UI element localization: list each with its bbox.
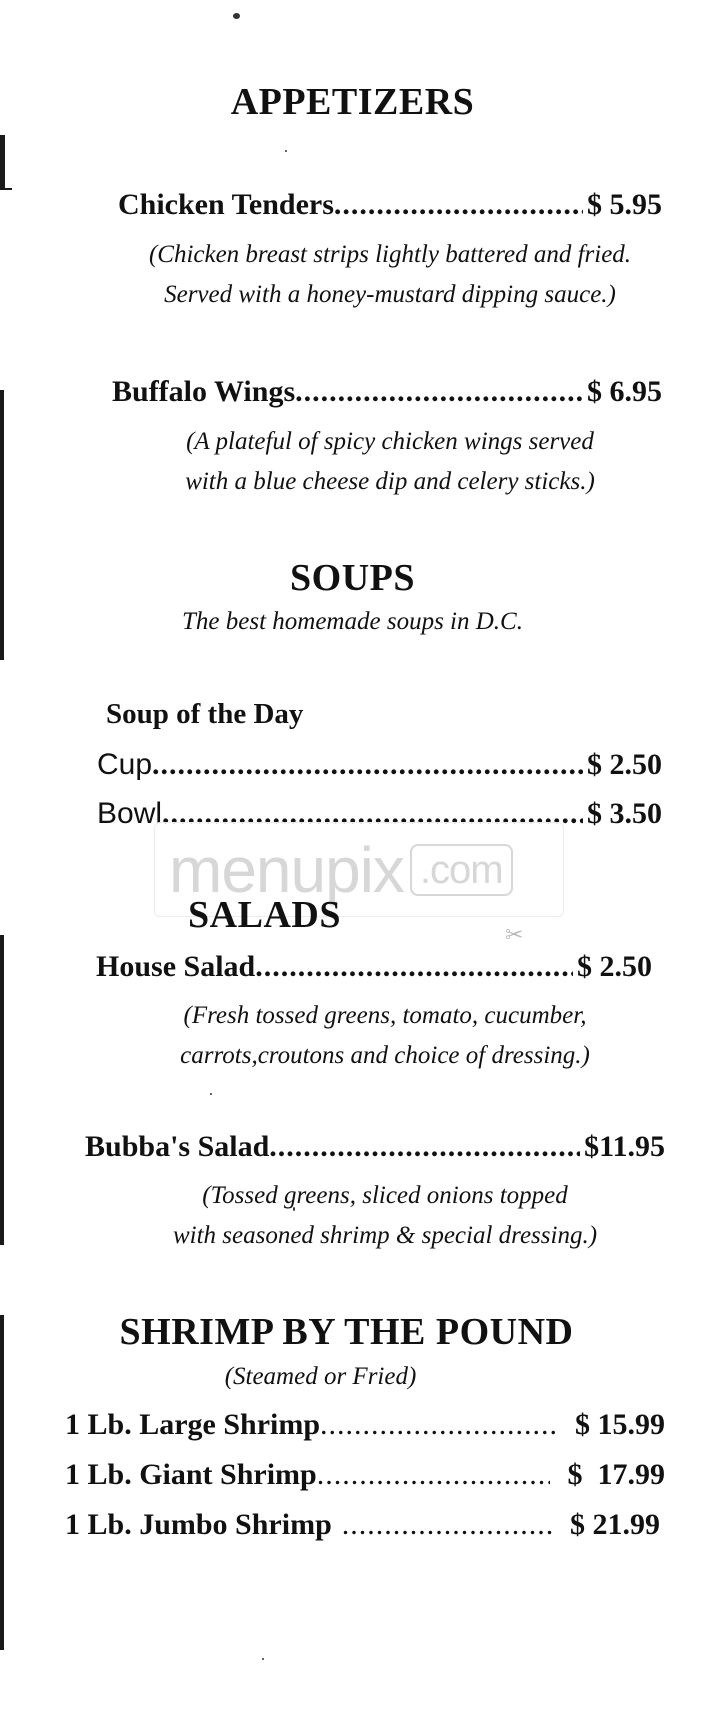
item-description [100,1176,670,1256]
salads-heading: SALADS [188,894,341,936]
scan-edge-tick [0,188,12,190]
item-price: $ 21.99 [570,1508,660,1541]
description-line: Served with a honey-mustard dipping sauce.) [164,281,616,308]
scan-speck [262,1658,264,1660]
item-name: Bubba's Salad [85,1130,270,1163]
watermark-brand: menupix [169,833,404,906]
menu-item-house-salad [96,950,652,984]
shrimp-heading: SHRIMP BY THE POUND [119,1311,574,1353]
scan-edge-mark [0,135,5,190]
shrimp-note: (Steamed or Fried) [224,1363,417,1390]
description-line: (Tossed greens, sliced onions topped [202,1182,568,1209]
dot-leader [152,748,583,782]
dot-leader [342,1508,552,1542]
item-description [100,422,680,502]
item-name: Chicken Tenders [118,188,334,221]
item-name: 1 Lb. Large Shrimp [65,1408,321,1441]
description-line: carrots,croutons and choice of dressing.) [180,1042,590,1069]
menu-item-large-shrimp [65,1408,665,1442]
item-name: Buffalo Wings [112,375,296,408]
watermark-suffix: .com [410,844,513,896]
menu-item-giant-shrimp [65,1458,665,1492]
description-line: with seasoned shrimp & special dressing.) [172,1222,598,1249]
description-line: (Fresh tossed greens, tomato, cucumber, [183,1002,587,1029]
description-line: (A plateful of spicy chicken wings served [186,428,594,455]
scan-speck [233,13,240,19]
dot-leader [317,1458,550,1492]
item-description [100,235,680,315]
scan-speck [285,150,287,152]
item-name: 1 Lb. Giant Shrimp [65,1458,317,1491]
soups-note: The best homemade soups in D.C. [182,608,523,635]
menu-item-chicken-tenders [118,188,662,222]
scissors-icon: ✂ [505,922,524,947]
item-name: 1 Lb. Jumbo Shrimp [65,1508,332,1541]
dot-leader [295,375,583,409]
menu-item-bubbas-salad [85,1130,665,1164]
item-name: Cup [97,748,153,781]
item-price: $ 2.50 [587,748,662,781]
appetizers-heading: APPETIZERS [230,81,475,123]
item-price: $ 5.95 [587,188,662,221]
menu-item-jumbo-shrimp [65,1508,660,1542]
dot-leader [320,1408,557,1442]
item-price: $11.95 [584,1130,665,1163]
item-name: House Salad [96,950,256,983]
item-price: $ 15.99 [575,1408,665,1441]
menu-item-buffalo-wings [112,375,662,409]
item-description [100,996,670,1076]
soups-heading: SOUPS [290,557,415,599]
dot-leader [334,188,583,222]
scan-speck [210,1093,212,1095]
item-name: Bowl [97,797,163,830]
description-line: (Chicken breast strips lightly battered and fried. [148,241,632,268]
description-line: with a blue cheese dip and celery sticks.) [185,468,595,495]
item-price: $ 3.50 [587,797,662,830]
soup-of-the-day-label: Soup of the Day [106,698,304,730]
item-price: $ 6.95 [587,375,662,408]
dot-leader [269,1130,580,1164]
dot-leader [255,950,573,984]
scan-edge-mark [0,935,4,1245]
menu-item-cup [97,748,662,782]
item-price: $ 2.50 [577,950,652,983]
item-price: $ 17.99 [567,1458,665,1491]
